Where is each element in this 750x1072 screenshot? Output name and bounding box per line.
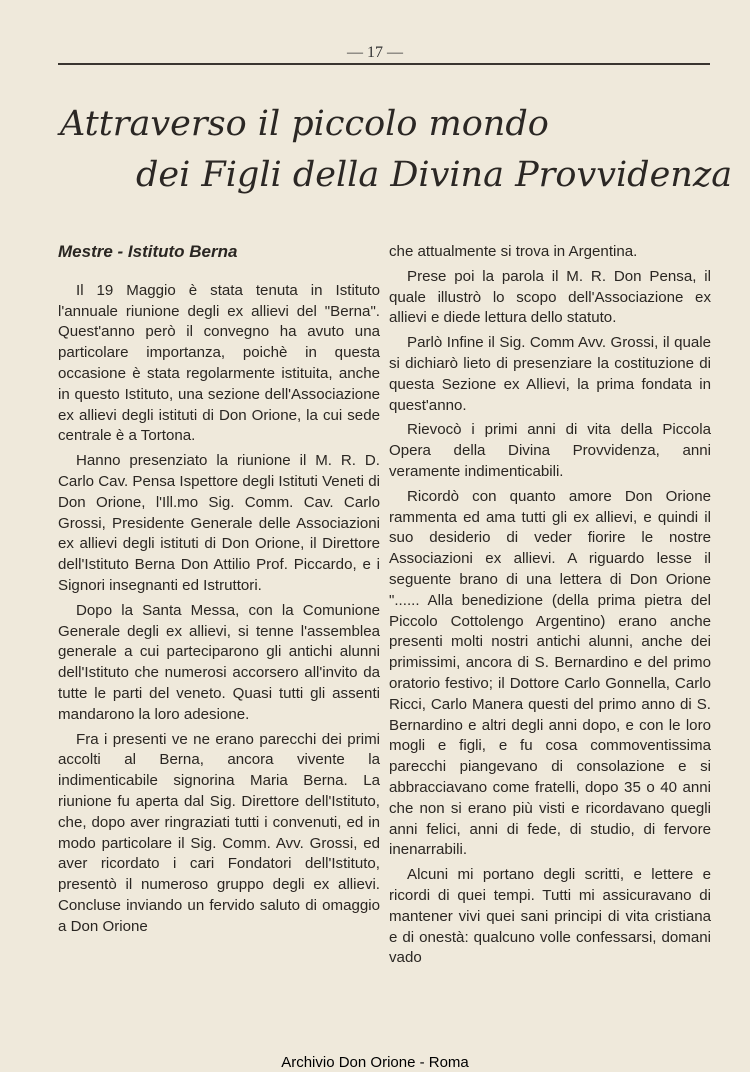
article-left-column [58, 242, 380, 942]
article-paragraph: Hanno presenziato la riunione il M. R. D. Carlo Cav. Pensa Ispettore degli Istituti Veneti di Don Orione, l'Ill.mo Sig. Comm. Cav. Carlo Grossi, Presidente Generale delle Associazioni ex allievi degli istituti di Don Orione, il Direttore dell'Istituto Berna Don Attilio Prof. Piccardo, e i Signori insegnanti ed Istruttori. [58, 452, 380, 594]
article-paragraph-continuation: che attualmente si trova in Argentina. [389, 243, 638, 260]
article-paragraph: Alcuni mi portano degli scritti, e lettere e ricordi di quei tempi. Tutti mi assicuravano di mantener vivi quei sani principi di vita cristiana e di onestà: qualcuno volle confessarsi, domani vado [389, 866, 711, 967]
title-line-1: Attraverso il piccolo mondo [60, 104, 549, 144]
article-paragraph: Ricordò con quanto amore Don Orione rammenta ed ama tutti gli ex allievi, e quindi il suo desiderio di veder fiorire le nostre Associazioni ex allievi. A riguardo lesse il seguente brano di una lettera di Don Orione "...... Alla benedizione (della prima pietra del Piccolo Cottolengo Argentino) erano anche presenti molti nostri antichi alunni, anche dei primissimi, ancora di S. Bernardino e del primo oratorio festivo; il Dottore Carlo Gonnella, Carlo Ricci, Carlo Manera questi del primo anno di S. Bernardino e altri degli anni dopo, e con le loro mogli e figli, e fu cosa commoventissima parecchi piangevano di consolazione e si abbracciavano come fratelli, dopo 35 o 40 anni che non si erano più visti e ricordavano quegli anni felici, anni di fede, di studio, di fervore inenarrabili. [389, 487, 711, 859]
title-line-2: dei Figli della Divina Provvidenza [136, 155, 733, 195]
header-divider [58, 63, 710, 65]
article-paragraph: Prese poi la parola il M. R. Don Pensa, il quale illustrò lo scopo dell'Associazione ex allievi e diede lettura dello statuto. [389, 267, 711, 327]
article-subheading: Mestre - Istituto Berna [58, 242, 238, 261]
archive-footer: Archivio Don Orione - Roma [281, 1054, 469, 1071]
article-right-column [389, 242, 711, 973]
article-paragraph: Fra i presenti ve ne erano parecchi dei primi accolti al Berna, ancora vivente la indimenticabile signorina Maria Berna. La riunione fu aperta dal Sig. Direttore dell'Istituto, che, dopo aver ringraziati tutti i convenuti, ed in modo particolare il Sig. Comm. Avv. Grossi, ed aver ricordato i cari Fondatori dell'Istituto, presentò il numeroso gruppo degli ex allievi. Concluse inviando un fervido saluto di omaggio a Don Orione [58, 730, 380, 935]
article-paragraph: Dopo la Santa Messa, con la Comunione Generale degli ex allievi, si tenne l'assemblea generale a cui parteciparono gli antichi alunni dell'Istituto che numerosi accorsero all'invito da tutte le parti del veneto. Quasi tutti gli assenti mandarono la loro adesione. [58, 601, 380, 723]
article-paragraph: Parlò Infine il Sig. Comm Avv. Grossi, il quale si dichiarò lieto di presenziare la costituzione di questa Sezione ex Allievi, la prima fondata in quest'anno. [389, 334, 711, 414]
article-paragraph: Il 19 Maggio è stata tenuta in Istituto l'annuale riunione degli ex allievi del "Berna". Quest'anno però il convegno ha avuto una particolare importanza, poichè in questa occasione è stata regolarmente istituita, anche in questo Istituto, una sezione dell'Associazione ex allievi degli istituti di Don Orione, la cui sede centrale è a Tortona. [58, 281, 380, 445]
article-paragraph: Rievocò i primi anni di vita della Piccola Opera della Divina Provvidenza, anni veramente indimenticabili. [389, 421, 711, 480]
page-number: — 17 — [347, 44, 403, 61]
